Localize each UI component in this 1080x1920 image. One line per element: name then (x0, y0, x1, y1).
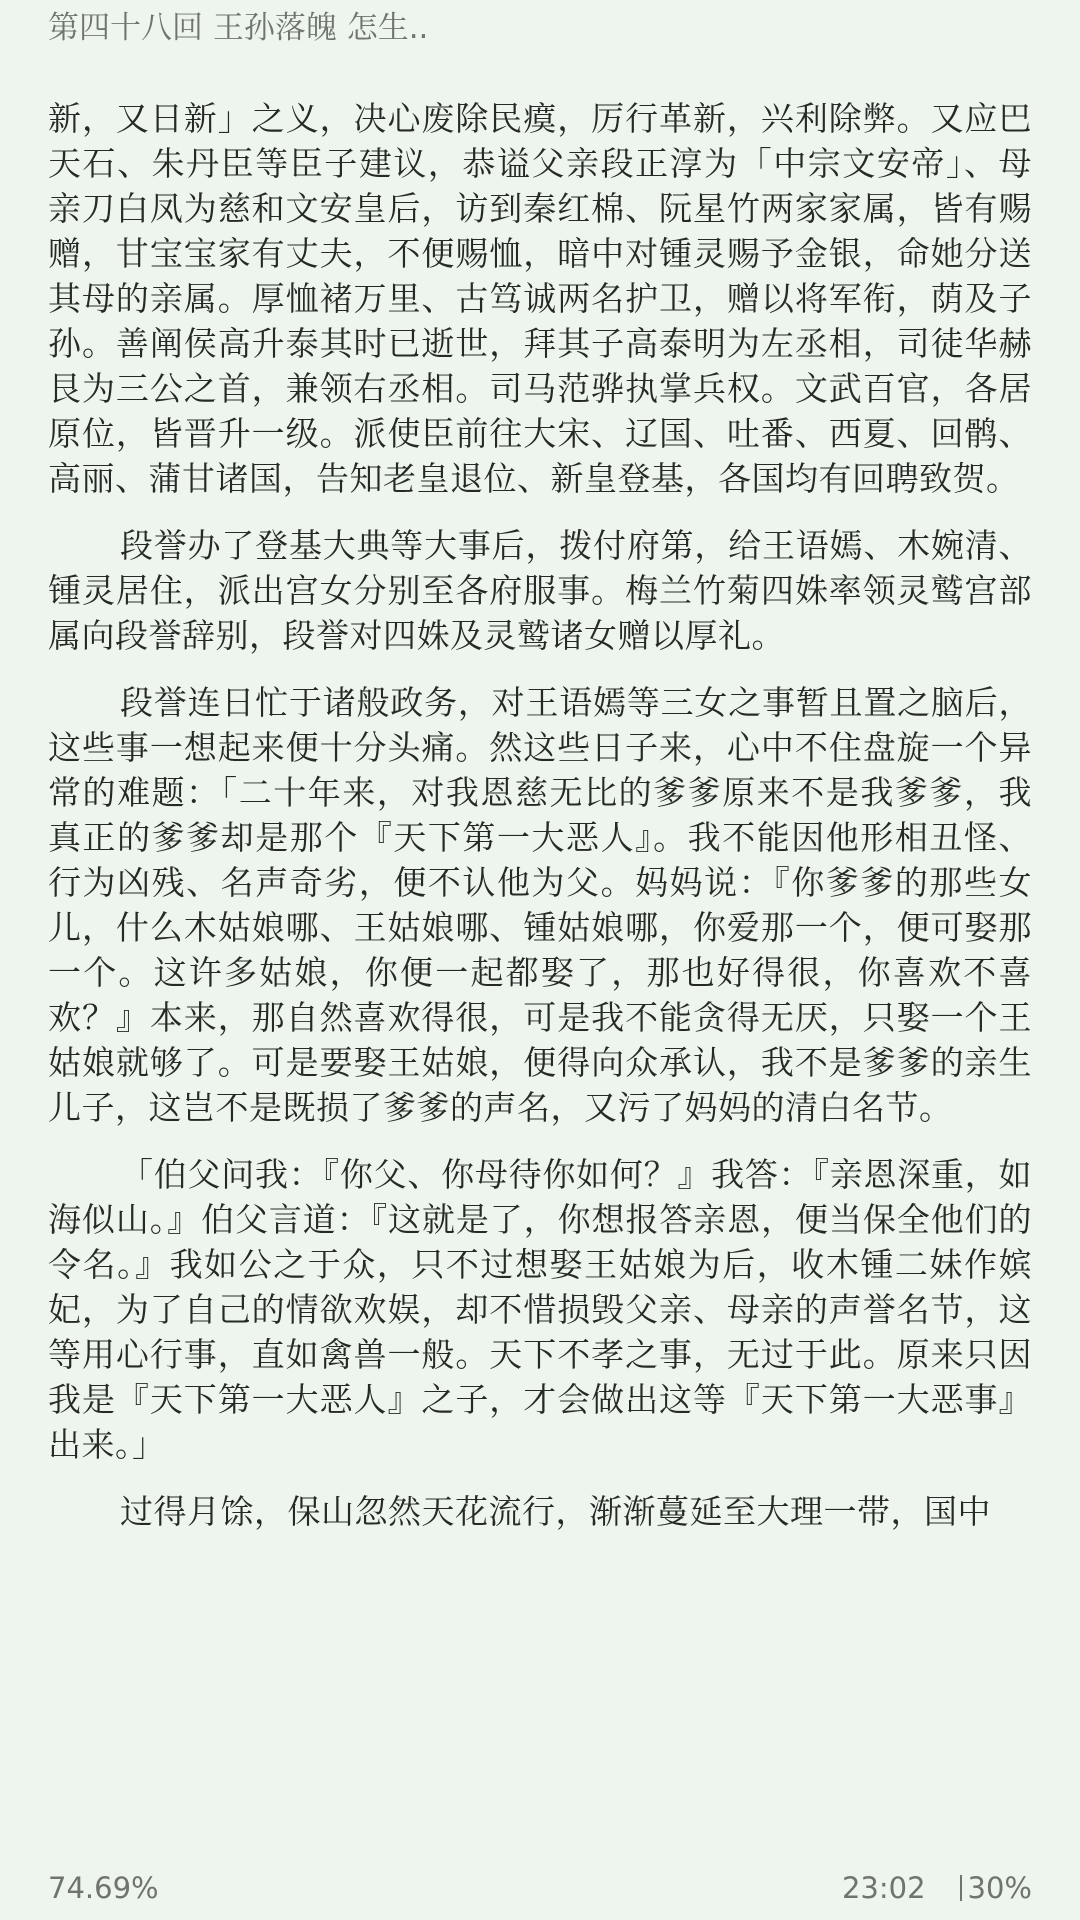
status-info (842, 1864, 1032, 1912)
paragraph: 新，又日新」之义，决心废除民瘼，厉行革新，兴利除弊。又应巴天石、朱丹臣等臣子建议，恭谥父亲段正淳为「中宗文安帝」、母亲刀白凤为慈和文安皇后，访到秦红棉、阮星竹两家家属，皆有赐赠，甘宝宝家有丈夫，不便赐恤，暗中对锺灵赐予金银，命她分送其母的亲属。厚恤褚万里、古笃诚两名护卫，赠以将军衔，荫及子孙。善阐侯高升泰其时已逝世，拜其子高泰明为左丞相，司徒华赫艮为三公之首，兼领右丞相。司马范骅执掌兵权。文武百官，各居原位，皆晋升一级。派使臣前往大宋、辽国、吐番、西夏、回鹘、高丽、蒲甘诸国，告知老皇退位、新皇登基，各国均有回聘致贺。 (48, 99, 1032, 498)
paragraph: 「伯父问我：『你父、你母待你如何？』我答：『亲恩深重，如海似山。』伯父言道：『这就是了，你想报答亲恩，便当保全他们的令名。』我如公之于众，只不过想娶王姑娘为后，收木锺二妹作嫔妃，为了自己的情欲欢娱，却不惜损毁父亲、母亲的声誉名节，这等用心行事，直如禽兽一般。天下不孝之事，无过于此。原来只因我是『天下第一大恶人』之子，才会做出这等『天下第一大恶事』出来。」 (48, 1155, 1032, 1464)
battery-icon (960, 1875, 962, 1901)
battery-level: 30% (967, 1871, 1032, 1905)
chapter-title: 第四十八回 王孙落魄 怎生.. (48, 10, 429, 46)
reading-progress: 74.69% (48, 1871, 159, 1905)
status-footer (48, 1864, 1032, 1912)
paragraph: 段誉连日忙于诸般政务，对王语嫣等三女之事暂且置之脑后，这些事一想起来便十分头痛。然这些日子来，心中不住盘旋一个异常的难题：「二十年来，对我恩慈无比的爹爹原来不是我爹爹，我真正的爹爹却是那个『天下第一大恶人』。我不能因他形相丑怪、行为凶残、名声奇劣，便不认他为父。妈妈说：『你爹爹的那些女儿，什么木姑娘哪、王姑娘哪、锺姑娘哪，你爱那一个，便可娶那一个。这许多姑娘，你便一起都娶了，那也好得很，你喜欢不喜欢？』本来，那自然喜欢得很，可是我不能贪得无厌，只娶一个王姑娘就够了。可是要娶王姑娘，便得向众承认，我不是爹爹的亲生儿子，这岂不是既损了爹爹的声名，又污了妈妈的清白名节。 (48, 683, 1032, 1127)
paragraph: 过得月馀，保山忽然天花流行，渐渐蔓延至大理一带，国中 (120, 1492, 991, 1531)
clock-time: 23:02 (841, 1871, 926, 1905)
reading-content[interactable] (48, 96, 1032, 1556)
paragraph: 段誉办了登基大典等大事后，拨付府第，给王语嫣、木婉清、锺灵居住，派出宫女分别至各府服事。梅兰竹菊四姝率领灵鹫宫部属向段誉辞别，段誉对四姝及灵鹫诸女赠以厚礼。 (48, 526, 1032, 655)
